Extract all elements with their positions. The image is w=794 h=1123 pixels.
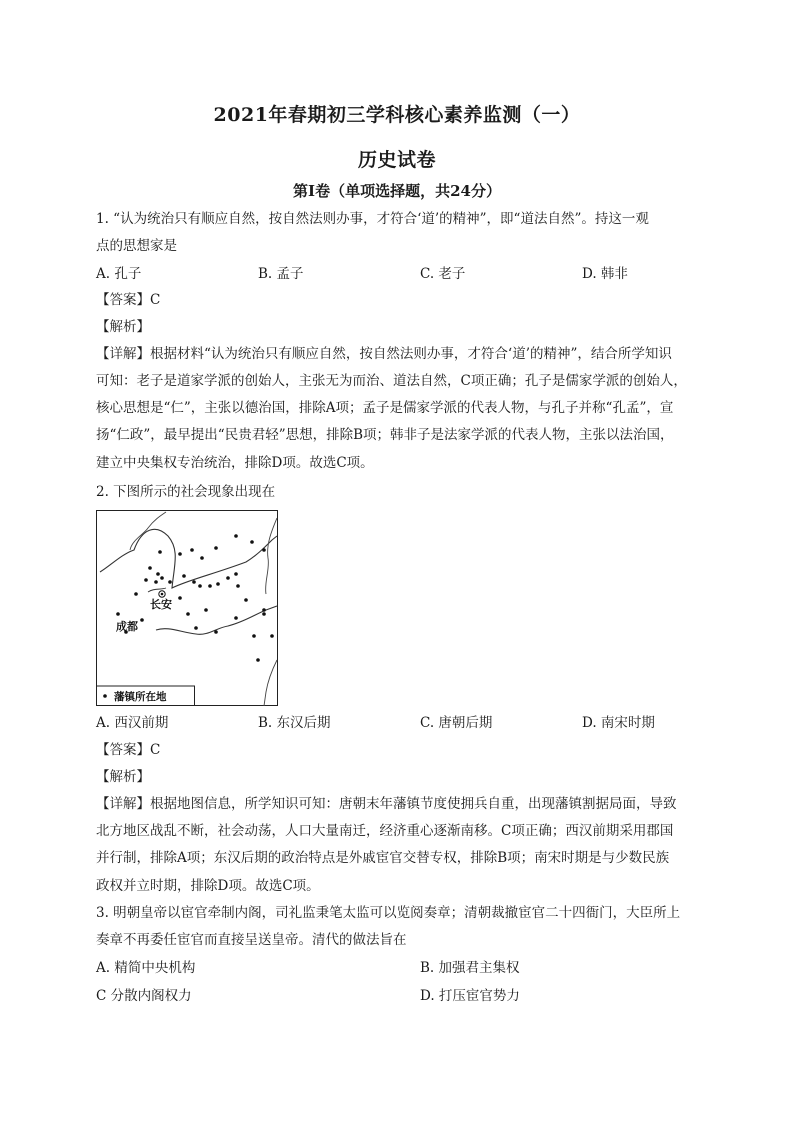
q1-stem-line2: 点的思想家是 [96,238,177,254]
fanzhen-dot [204,608,208,612]
q2-stem: 2. 下图所示的社会现象出现在 [96,484,276,500]
q2-analysis-heading: 【解析】 [96,769,150,785]
q1-detail-line: 【详解】根据材料“认为统治只有顺应自然，按自然法则办事，才符合‘道’的精神”，结合所学知识 [96,346,672,362]
fanzhen-dot [262,608,266,612]
fanzhen-dot [200,556,204,560]
fanzhen-dot [244,598,248,602]
fanzhen-dot [214,630,218,634]
q1-option-c: C. 老子 [420,266,466,282]
q2-detail-line: 北方地区战乱不断，社会动荡，人口大量南迁，经济重心逐渐南移。C项正确；西汉前期采用郡国 [96,823,674,839]
q2-option-d: D. 南宋时期 [582,715,655,731]
fanzhen-dot [182,574,186,578]
q1-detail-line: 可知：老子是道家学派的创始人，主张无为而治、道法自然，C项正确；孔子是儒家学派的创始人， [96,373,687,389]
q3-stem-line1: 3. 明朝皇帝以宦官牵制内阁，司礼监秉笔太监可以览阅奏章；清朝裁撤宦官二十四衙门，大臣所上 [96,905,681,921]
fanzhen-dot [198,584,202,588]
section-title: 第Ⅰ卷（单项选择题，共24分） [293,182,501,200]
fanzhen-dot [270,634,274,638]
fanzhen-dot [154,580,158,584]
q1-option-b: B. 孟子 [258,266,304,282]
fanzhen-dot [226,576,230,580]
fanzhen-dot [252,634,256,638]
fanzhen-dot [116,612,120,616]
q1-option-a: A. 孔子 [96,266,142,282]
q2-detail-line: 并行制，排除A项；东汉后期的政治特点是外戚宦官交替专权，排除B项；南宋时期是与少数民族 [96,850,670,866]
chengdu-label: 成都 [116,620,138,633]
q1-answer: 【答案】C [96,292,161,308]
q1-detail-line: 核心思想是“仁”，主张以德治国，排除A项；孟子是儒家学派的代表人物，与孔子并称“孔孟”，宣 [96,400,674,416]
changan-marker-center [161,593,164,596]
fanzhen-dot [140,618,144,622]
q3-option-c: C 分散内阁权力 [96,988,192,1004]
q2-detail-line: 【详解】根据地图信息，所学知识可知：唐朝末年藩镇节度使拥兵自重，出现藩镇割据局面，导致 [96,796,677,812]
fanzhen-dot [250,540,254,544]
fanzhen-dot [194,626,198,630]
q1-analysis-heading: 【解析】 [96,319,150,335]
q1-detail-line: 扬“仁政”，最早提出“民贵君轻”思想，排除B项；韩非子是法家学派的代表人物，主张以法治国， [96,427,674,443]
fanzhen-dot [192,580,196,584]
fanzhen-dot [134,592,138,596]
fanzhen-dot [208,584,212,588]
fanzhen-dot [234,572,238,576]
fanzhen-dot [186,612,190,616]
fanzhen-dot [156,572,160,576]
q3-stem-line2: 奏章不再委任宦官而直接呈送皇帝。清代的做法旨在 [96,932,407,948]
q1-stem-line1: 1. “认为统治只有顺应自然，按自然法则办事，才符合‘道’的精神”，即“道法自然”。持这一观 [96,211,649,227]
fanzhen-dot [178,596,182,600]
fanzhen-map [96,510,278,706]
q2-option-b: B. 东汉后期 [258,715,331,731]
q3-option-d: D. 打压宦官势力 [420,988,520,1004]
fanzhen-dot [148,566,152,570]
q2-option-c: C. 唐朝后期 [420,715,493,731]
q1-detail-line: 建立中央集权专治统治，排除D项。故选C项。 [96,455,374,471]
legend-dot [103,694,107,698]
fanzhen-dot [236,584,240,588]
map-frame [97,511,278,706]
fanzhen-dot [190,548,194,552]
fanzhen-dot [178,552,182,556]
q1-option-d: D. 韩非 [582,266,628,282]
changan-label: 长安 [150,598,172,611]
q2-option-a: A. 西汉前期 [96,715,169,731]
fanzhen-dot [262,548,266,552]
fanzhen-dot [234,534,238,538]
q2-detail-line: 政权并立时期，排除D项。故选C项。 [96,878,320,894]
subject-title: 历史试卷 [357,149,436,171]
fanzhen-dot [214,546,218,550]
fanzhen-dot [168,580,172,584]
map-legend-label: 藩镇所在地 [114,691,167,703]
q3-option-a: A. 精简中央机构 [96,960,196,976]
exam-title: 2021年春期初三学科核心素养监测（一） [213,104,581,126]
fanzhen-dot [158,550,162,554]
fanzhen-dot [216,582,220,586]
fanzhen-dot [144,578,148,582]
q2-answer: 【答案】C [96,742,161,758]
fanzhen-dot [256,658,260,662]
fanzhen-dot [160,576,164,580]
q3-option-b: B. 加强君主集权 [420,960,520,976]
fanzhen-dot [234,616,238,620]
fanzhen-dot [262,612,266,616]
